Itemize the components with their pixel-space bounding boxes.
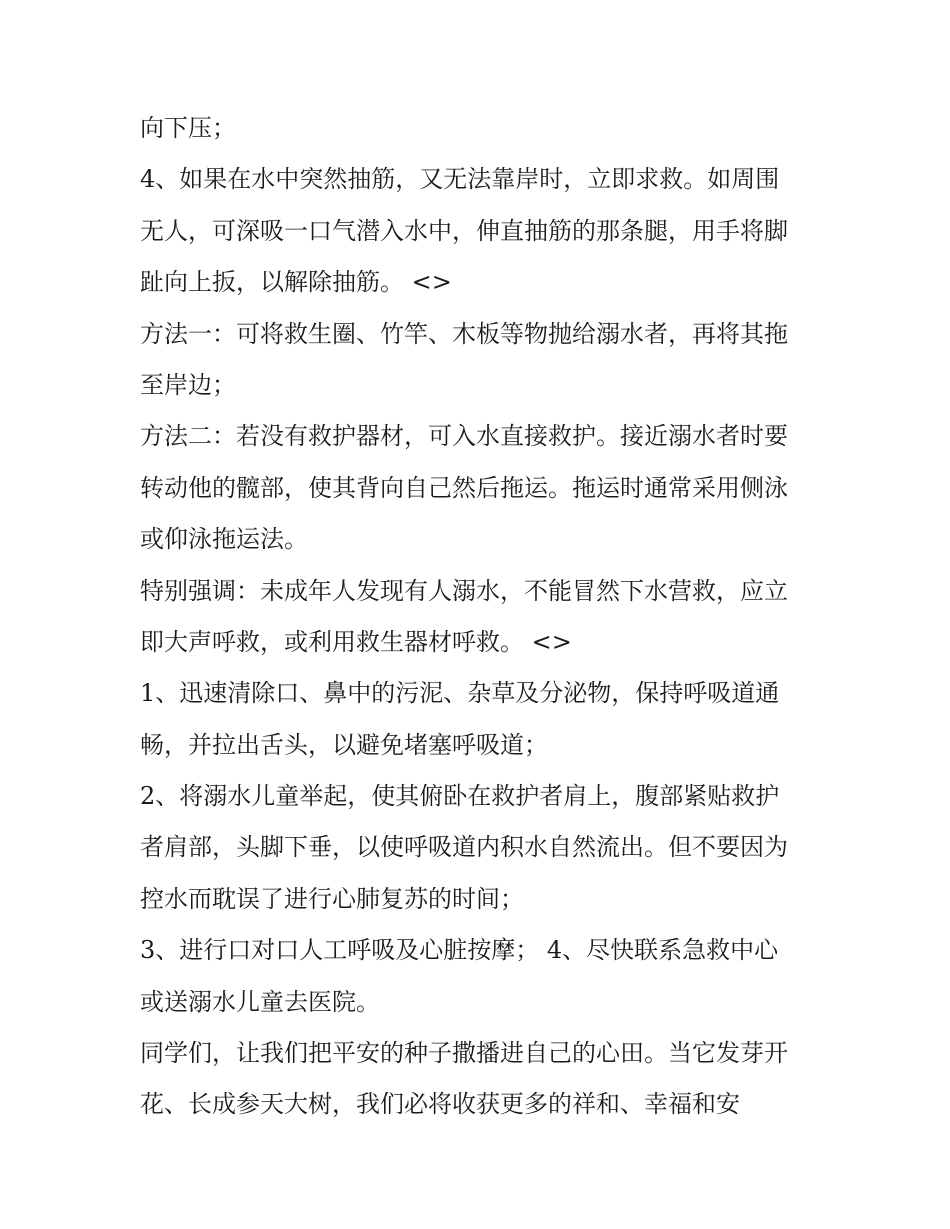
text-line: 或仰泳拖运法。 bbox=[140, 525, 308, 554]
text-line: 至岸边； bbox=[140, 370, 236, 399]
text-line: 3、进行口对口人工呼吸及心脏按摩； 4、尽快联系急救中心 bbox=[140, 936, 779, 965]
text-line: 无人，可深吸一口气潜入水中，伸直抽筋的那条腿，用手将脚 bbox=[140, 216, 788, 245]
text-line: 花、长成参天大树，我们必将收获更多的祥和、幸福和安 bbox=[140, 1090, 740, 1119]
text-line: 4、如果在水中突然抽筋，又无法靠岸时，立即求救。如周围 bbox=[140, 165, 780, 194]
text-line: 同学们，让我们把平安的种子撒播进自己的心田。当它发芽开 bbox=[140, 1039, 788, 1068]
text-line: 转动他的髋部，使其背向自己然后拖运。拖运时通常采用侧泳 bbox=[140, 473, 788, 502]
text-line: 趾向上扳，以解除抽筋。 <> bbox=[140, 268, 452, 297]
text-line: 2、将溺水儿童举起，使其俯卧在救护者肩上，腹部紧贴救护 bbox=[140, 782, 780, 811]
text-line: 特别强调：未成年人发现有人溺水，不能冒然下水营救，应立 bbox=[140, 576, 788, 605]
text-line: 畅，并拉出舌头，以避免堵塞呼吸道； bbox=[140, 730, 548, 759]
text-line: 方法一：可将救生圈、竹竿、木板等物抛给溺水者，再将其拖 bbox=[140, 319, 788, 348]
text-line: 控水而耽误了进行心肺复苏的时间； bbox=[140, 884, 524, 913]
text-line: 向下压； bbox=[140, 114, 236, 142]
body-text bbox=[140, 103, 820, 1131]
text-line: 者肩部，头脚下垂，以使呼吸道内积水自然流出。但不要因为 bbox=[140, 833, 788, 862]
text-line: 或送溺水儿童去医院。 bbox=[140, 987, 380, 1016]
text-line: 1、迅速清除口、鼻中的污泥、杂草及分泌物，保持呼吸道通 bbox=[140, 679, 780, 708]
text-line: 即大声呼救，或利用救生器材呼救。 <> bbox=[140, 627, 572, 656]
text-line: 方法二：若没有救护器材，可入水直接救护。接近溺水者时要 bbox=[140, 422, 788, 451]
